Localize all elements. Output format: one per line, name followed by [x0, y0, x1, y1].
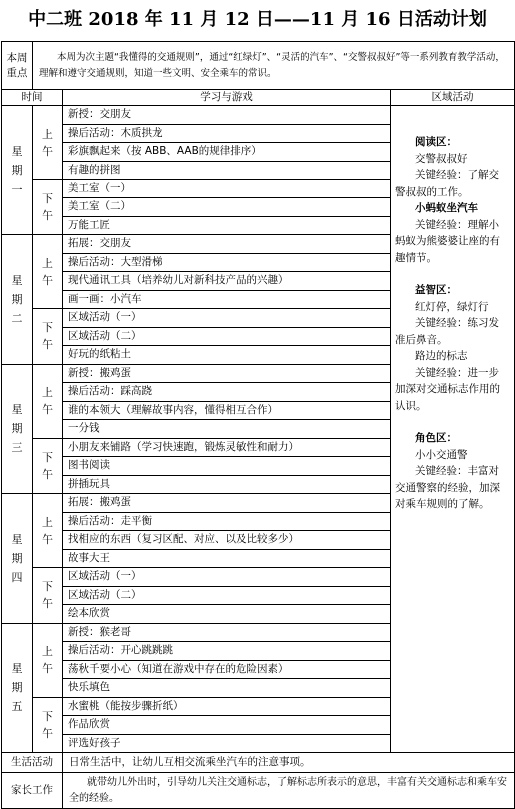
half-label-char: 上 — [42, 256, 53, 270]
half-label-char: 上 — [42, 645, 53, 658]
activity-cell: 美工室（一） — [63, 180, 391, 198]
header-activities: 学习与游戏 — [63, 90, 391, 106]
area-line-ant-1: 关键经验：理解小蚂蚁为熊婆婆让座的有趣情节。 — [395, 218, 500, 264]
activity-cell: 一分钱 — [63, 420, 391, 439]
area-line-puzzle-4: 关键经验：进一步加深对交通标志作用的认识。 — [395, 366, 500, 412]
half-label-char: 午 — [42, 403, 53, 416]
activity-cell: 区域活动（二） — [63, 586, 391, 605]
activity-cell: 拓展：搬鸡蛋 — [63, 494, 391, 513]
area-line-puzzle-2: 关键经验：练习发准后鼻音。 — [395, 317, 499, 346]
half-label-char: 上 — [42, 127, 53, 141]
activity-cell: 区域活动（一） — [63, 309, 391, 328]
activity-cell: 彩旗飘起来（按 ABB、AAB的规律排序） — [63, 143, 391, 162]
parents-row — [2, 773, 515, 809]
activity-cell: 图书阅读 — [63, 457, 391, 476]
day-label-char: 星 — [11, 403, 23, 417]
area-line-puzzle-3: 路边的标志 — [415, 350, 468, 362]
activity-cell: 操后活动：开心跳跳跳 — [63, 642, 391, 661]
activity-cell: 操后活动：踩高跷 — [63, 383, 391, 402]
day-label-char: 三 — [11, 441, 23, 455]
morning-label — [33, 235, 63, 309]
half-label-char: 午 — [42, 209, 53, 222]
activity-cell: 作品欣赏 — [63, 716, 391, 735]
activity-cell: 区域活动（一） — [63, 568, 391, 587]
activity-cell: 有趣的拼图 — [63, 161, 391, 180]
activity-cell: 操后活动：大型滑梯 — [63, 253, 391, 272]
activity-cell: 水蜜桃（能按步骤折纸） — [63, 697, 391, 716]
area-line-reading-2: 关键经验：了解交警叔叔的工作。 — [395, 169, 499, 198]
half-label-char: 下 — [42, 321, 53, 335]
focus-text: 本周为次主题“我懂得的交通规则”，通过“红绿灯”、“灵活的汽车”、“交警叔叔好”等一系列教育教学活动，理解和遵守交通规则，知道一些文明、安全乘车的常识。 — [33, 42, 515, 90]
morning-label — [33, 623, 63, 697]
header-area: 区域活动 — [391, 90, 515, 106]
focus-label: 本周重点 — [2, 42, 33, 90]
day-label-char: 星 — [11, 532, 23, 546]
day-label-char: 二 — [11, 311, 23, 325]
half-label-char: 午 — [42, 467, 53, 481]
afternoon-label — [33, 438, 63, 494]
morning-label — [33, 494, 63, 568]
day-label-char: 期 — [11, 163, 23, 177]
day-label-char: 星 — [11, 273, 23, 287]
parents-text: 就带幼儿外出时，引导幼儿关注交通标志，了解标志所表示的意思，丰富有关交通标志和乘车安全的经验。 — [63, 773, 515, 809]
day-label-char: 四 — [11, 570, 23, 584]
afternoon-label — [33, 309, 63, 365]
spacer — [395, 266, 506, 282]
activity-cell: 找相应的东西（复习区配、对应、以及比较多少） — [63, 531, 391, 550]
day-label — [2, 235, 33, 365]
half-label-char: 上 — [42, 515, 53, 529]
activity-cell: 快乐填色 — [63, 679, 391, 698]
area-line-role-title: 角色区： — [415, 432, 457, 444]
activity-cell: 画一画：小汽车 — [63, 290, 391, 309]
activity-cell: 评选好孩子 — [63, 734, 391, 753]
area-line-ant-title: 小蚂蚁坐汽车 — [415, 202, 478, 214]
activity-cell: 新授：猴老哥 — [63, 623, 391, 642]
area-line-puzzle-1: 红灯停，绿灯行 — [415, 300, 489, 313]
activity-cell: 操后活动：木质拱龙 — [63, 124, 391, 143]
activity-cell: 小朋友来铺路（学习快速跑，锻炼灵敏性和耐力） — [63, 438, 391, 457]
half-label-char: 午 — [42, 273, 53, 287]
activity-cell: 现代通讯工具（培养幼儿对新科技产品的兴趣） — [63, 272, 391, 291]
half-label-char: 午 — [42, 144, 53, 158]
half-label-char: 下 — [42, 709, 53, 723]
half-label-char: 午 — [42, 726, 53, 740]
activity-cell: 美工室（二） — [63, 198, 391, 217]
half-label-char: 下 — [42, 450, 53, 464]
half-label-char: 午 — [42, 338, 53, 352]
activity-cell: 拼插玩具 — [63, 475, 391, 494]
activity-cell: 好玩的纸粘土 — [63, 346, 391, 365]
life-text: 日常生活中，让幼儿互相交流乘坐汽车的注意事项。 — [63, 753, 515, 773]
area-line-role-1: 小小交通警 — [415, 448, 468, 461]
day-label-char: 一 — [11, 182, 23, 196]
day-label-char: 星 — [11, 144, 23, 158]
plan-table — [1, 41, 515, 809]
activity-cell: 故事大王 — [63, 549, 391, 568]
day-label — [2, 623, 33, 753]
life-label: 生活活动 — [2, 753, 63, 773]
afternoon-label — [33, 568, 63, 624]
afternoon-label — [33, 180, 63, 235]
day-label — [2, 364, 33, 494]
activity-cell: 拓展：交朋友 — [63, 235, 391, 254]
day-label-char: 期 — [11, 551, 23, 565]
half-label-char: 午 — [42, 597, 53, 611]
spacer — [395, 414, 506, 430]
morning-label — [33, 364, 63, 438]
area-line-role-2: 关键经验：丰富对交通警察的经验，加深对乘车规则的了解。 — [395, 465, 500, 510]
morning-label — [33, 106, 63, 180]
area-line-reading-title: 阅读区： — [415, 136, 457, 148]
activity-cell: 荡秋千要小心（知道在游戏中存在的危险因素） — [63, 660, 391, 679]
half-label-char: 下 — [42, 580, 53, 594]
activity-cell: 新授：交朋友 — [63, 106, 391, 125]
area-activities — [391, 106, 515, 753]
day-label-char: 星 — [11, 662, 23, 676]
area-line-puzzle-title: 益智区： — [415, 284, 457, 296]
activity-cell: 操后活动：走平衡 — [63, 512, 391, 531]
activity-cell: 谁的本领大（理解故事内容，懂得相互合作） — [63, 401, 391, 420]
parents-label: 家长工作 — [2, 773, 63, 809]
day-label-char: 五 — [11, 700, 23, 714]
day-label — [2, 494, 33, 624]
half-label-char: 午 — [42, 532, 53, 546]
table-row — [2, 106, 515, 125]
activity-cell: 万能工匠 — [63, 216, 391, 235]
half-label-char: 上 — [42, 386, 53, 399]
header-time: 时间 — [2, 90, 63, 106]
activity-cell: 区域活动（二） — [63, 327, 391, 346]
area-line-reading-1: 交警叔叔好 — [415, 152, 468, 165]
day-label-char: 期 — [11, 292, 23, 306]
page-title: 中二班 2018 年 11 月 12 日——11 月 16 日活动计划 — [28, 9, 487, 30]
half-label-char: 午 — [42, 662, 53, 675]
half-label-char: 下 — [42, 192, 53, 205]
activity-cell: 新授：搬鸡蛋 — [63, 364, 391, 383]
activity-cell: 绘本欣赏 — [63, 605, 391, 624]
day-label-char: 期 — [11, 681, 23, 695]
day-label-char: 期 — [11, 422, 23, 436]
afternoon-label — [33, 697, 63, 753]
life-row — [2, 753, 515, 773]
day-label — [2, 106, 33, 235]
